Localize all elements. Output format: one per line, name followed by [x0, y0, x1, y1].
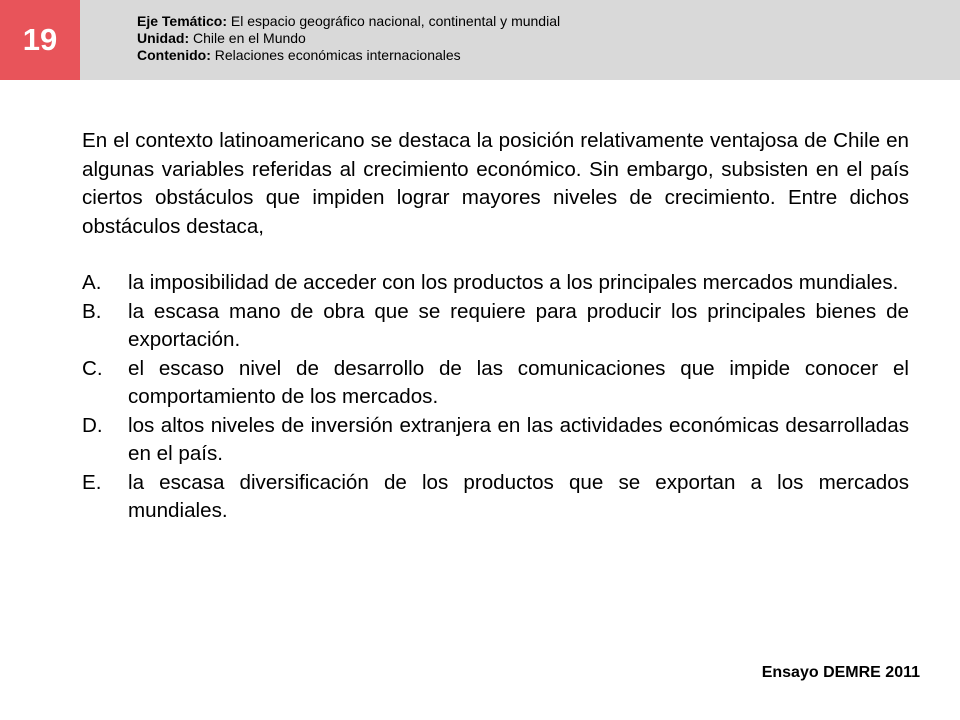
option-letter: E.	[82, 470, 102, 494]
question-metadata	[137, 13, 560, 64]
option-a[interactable]	[82, 269, 909, 298]
option-b[interactable]	[82, 298, 909, 355]
option-letter: D.	[82, 413, 103, 437]
option-letter: C.	[82, 356, 103, 380]
source-footer: Ensayo DEMRE 2011	[761, 664, 920, 681]
option-text: la escasa diversificación de los productos que se exportan a los mercados mundiales.	[128, 470, 909, 522]
meta-eje-tematico: Eje Temático: El espacio geográfico nacional, continental y mundial	[137, 13, 561, 29]
option-text: el escaso nivel de desarrollo de las comunicaciones que impide conocer el comportamiento de los mercados.	[128, 356, 909, 408]
header-bar	[0, 0, 960, 80]
option-text: la imposibilidad de acceder con los productos a los principales mercados mundiales.	[128, 271, 899, 294]
option-d[interactable]	[82, 412, 909, 469]
option-letter: B.	[82, 299, 102, 323]
question-number-badge	[0, 0, 80, 80]
option-text: la escasa mano de obra que se requiere para producir los principales bienes de exportación.	[128, 299, 909, 351]
option-e[interactable]	[82, 469, 909, 526]
option-c[interactable]	[82, 355, 909, 412]
meta-contenido: Contenido: Relaciones económicas internacionales	[137, 47, 461, 63]
option-text: los altos niveles de inversión extranjera en las actividades económicas desarrolladas en el país.	[128, 413, 909, 465]
question-body	[82, 127, 909, 526]
question-stem: En el contexto latinoamericano se destaca la posición relativamente ventajosa de Chile en algunas variables referidas al crecimiento económico. Sin embargo, subsisten en el país ciertos obstáculos que impiden lograr mayores niveles de crecimiento. Entre dichos obstáculos destaca,	[82, 129, 909, 238]
question-number: 19	[22, 22, 58, 57]
option-letter: A.	[82, 271, 102, 294]
meta-unidad: Unidad: Chile en el Mundo	[137, 30, 306, 46]
answer-options	[82, 269, 909, 526]
